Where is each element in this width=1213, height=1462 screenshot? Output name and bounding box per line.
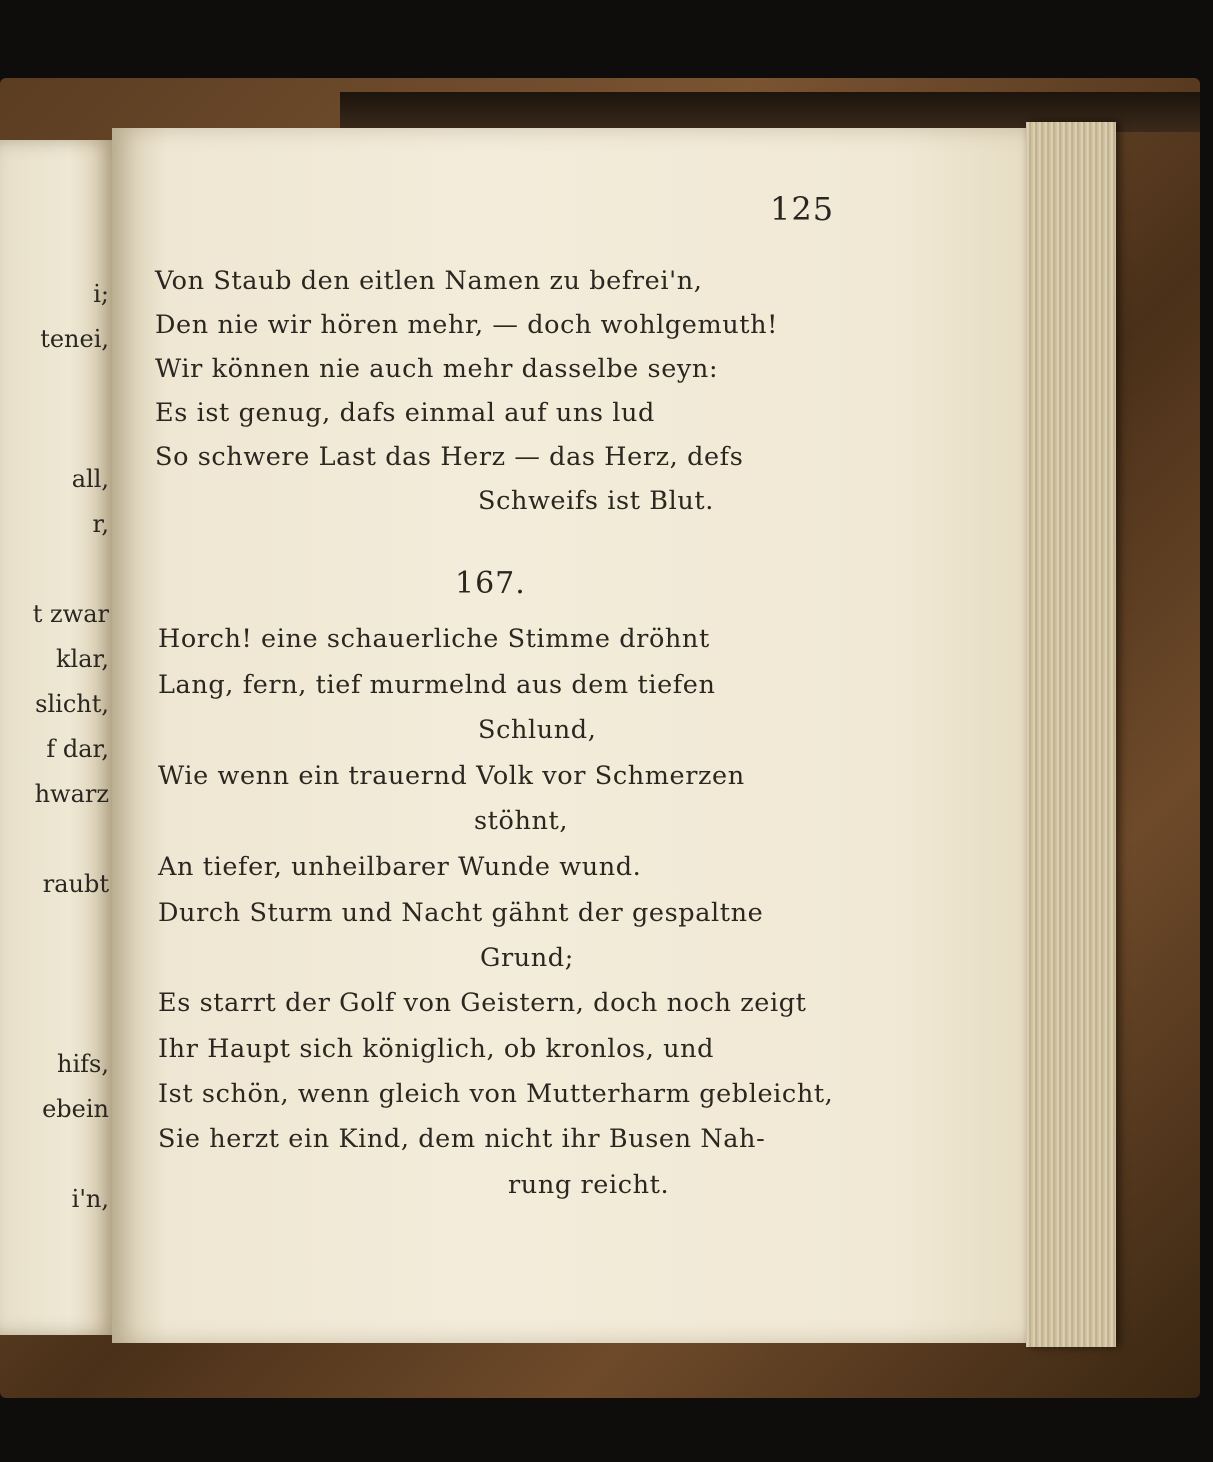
- left-fragment: hwarz: [34, 780, 109, 808]
- left-fragment: hifs,: [57, 1050, 109, 1078]
- poem-line: Sie herzt ein Kind, dem nicht ihr Busen Nah-: [158, 1124, 766, 1154]
- poem-line: Wie wenn ein trauernd Volk vor Schmerzen: [158, 761, 745, 791]
- left-fragment: i;: [93, 280, 109, 308]
- poem-line: rung reicht.: [508, 1170, 670, 1200]
- left-page: [0, 140, 115, 1335]
- left-fragment: r,: [92, 510, 109, 538]
- left-fragment: all,: [71, 465, 109, 493]
- poem-line: Schweifs ist Blut.: [478, 486, 714, 516]
- poem-line: Es ist genug, dafs einmal auf uns lud: [155, 398, 655, 428]
- left-fragment: slicht,: [35, 690, 109, 718]
- poem-line: Schlund,: [478, 715, 597, 745]
- poem-line: Lang, fern, tief murmelnd aus dem tiefen: [158, 670, 716, 700]
- page-edge-stack: [1026, 122, 1116, 1347]
- left-fragment: tenei,: [40, 325, 109, 353]
- poem-line: Horch! eine schauerliche Stimme dröhnt: [158, 624, 710, 654]
- poem-line: So schwere Last das Herz — das Herz, defs: [155, 442, 744, 472]
- poem-line: An tiefer, unheilbarer Wunde wund.: [158, 852, 642, 882]
- poem-line: Den nie wir hören mehr, — doch wohlgemuth!: [155, 310, 778, 340]
- poem-line: Ihr Haupt sich königlich, ob kronlos, und: [158, 1034, 715, 1064]
- poem-line: Es starrt der Golf von Geistern, doch noch zeigt: [158, 988, 807, 1018]
- poem-number: 167.: [455, 566, 526, 601]
- left-fragment: raubt: [42, 870, 109, 898]
- left-fragment: f dar,: [46, 735, 109, 763]
- left-fragment: t zwar: [32, 600, 109, 628]
- poem-line: Wir können nie auch mehr dasselbe seyn:: [155, 354, 719, 384]
- poem-line: stöhnt,: [474, 806, 569, 836]
- left-fragment: klar,: [56, 645, 109, 673]
- poem-line: Grund;: [480, 943, 574, 973]
- poem-line: Durch Sturm und Nacht gähnt der gespaltne: [158, 898, 764, 928]
- poem-line: Ist schön, wenn gleich von Mutterharm gebleicht,: [158, 1079, 834, 1109]
- left-fragment: ebein: [42, 1095, 109, 1123]
- left-fragment: i'n,: [71, 1185, 109, 1213]
- page-number: 125: [770, 190, 835, 228]
- poem-line: Von Staub den eitlen Namen zu befrei'n,: [155, 266, 703, 296]
